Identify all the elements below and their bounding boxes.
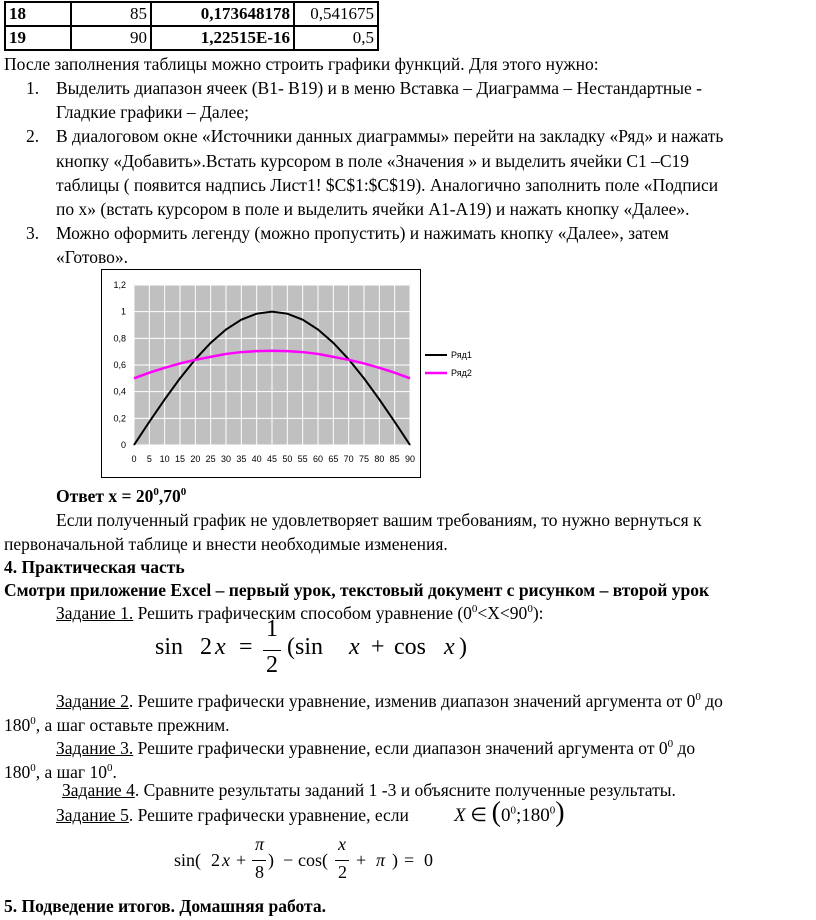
fraction-bar	[263, 650, 281, 651]
formula-num: 1	[266, 616, 278, 642]
formula-den: 2	[266, 652, 278, 678]
task-label: Задание 5	[56, 805, 129, 825]
section-4-heading: 4. Практическая часть	[4, 557, 185, 577]
x-tick-label: 35	[236, 454, 247, 464]
x-tick-label: 70	[343, 454, 354, 464]
x-tick-label: 15	[174, 454, 186, 464]
formula-var: x	[222, 850, 230, 870]
superscript: 0	[667, 738, 674, 751]
superscript: 0	[30, 715, 36, 728]
formula-paren: )	[268, 850, 274, 870]
fraction-bar	[335, 860, 349, 861]
formula-var: x	[215, 634, 226, 660]
answer-sup: 0	[153, 486, 159, 499]
formula-paren: )	[392, 850, 398, 870]
task-text: до	[673, 738, 696, 758]
x-tick-label: 20	[190, 454, 201, 464]
y-tick-label: 0,4	[113, 386, 126, 397]
formula-minus: −	[283, 850, 294, 870]
superscript: 0	[471, 603, 478, 616]
chart-svg	[102, 270, 472, 477]
table-cell: 1,22515E-16	[151, 26, 294, 50]
task-5	[56, 805, 409, 826]
formula-paren: (	[491, 797, 501, 828]
table-cell: 85	[71, 2, 151, 26]
formula-pi: π	[376, 850, 386, 870]
table-row	[5, 26, 378, 50]
task-2-line-2	[4, 715, 230, 736]
formula-den: 2	[338, 862, 347, 882]
formula-plus: +	[356, 850, 367, 870]
task-3	[56, 738, 695, 759]
answer-label: Ответ x = 20	[56, 486, 154, 506]
chart	[101, 269, 472, 478]
step-line: таблицы ( появится надпись Лист1! $C$1:$C$19). Аналогично заполнить поле «Подписи	[56, 175, 719, 195]
y-tick-label: 0,6	[113, 360, 126, 370]
x-tick-label: 45	[266, 454, 278, 464]
formula-text: ;180	[516, 805, 550, 826]
formula-var: X	[454, 805, 466, 826]
task-text: до	[700, 691, 723, 711]
legend-label: Ряд2	[451, 368, 472, 378]
formula-sin: sin(	[174, 850, 201, 870]
task-text: . Сравните результаты заданий 1 -3 и объясните полученные результаты.	[134, 780, 676, 800]
task-label: Задание 1.	[56, 603, 134, 623]
table-row	[5, 2, 378, 26]
formula-digit: 2	[200, 634, 212, 660]
y-tick-label: 1	[120, 306, 126, 317]
step-line: В диалоговом окне «Источники данных диаграммы» перейти на закладку «Ряд» и нажать	[56, 126, 724, 146]
task-text: . Решите графически уравнение, изменив диапазон значений аргумента от 0	[128, 691, 696, 711]
table-cell: 19	[5, 26, 71, 50]
step-line: Можно оформить легенду (можно пропустить) и нажимать кнопку «Далее», затем	[56, 223, 669, 243]
task-label: Задание 4	[62, 780, 135, 800]
step-line: по х» (встать курсором в поле и выделить ячейки А1-А19) и нажать кнопку «Далее».	[56, 199, 690, 219]
x-tick-label: 50	[282, 454, 293, 464]
formula-in: ∈	[470, 805, 487, 826]
task-2	[56, 691, 723, 712]
step-line: Выделить диапазон ячеек (В1- В19) и в меню Вставка – Диаграмма – Нестандартные -	[56, 78, 702, 98]
x-tick-label: 85	[389, 454, 400, 464]
formula-paren: )	[459, 634, 467, 660]
section-5-heading: 5. Подведение итогов. Домашняя работа.	[4, 896, 326, 916]
table-cell: 0,541675	[294, 2, 378, 26]
step-number: 1.	[26, 78, 40, 98]
formula-plus: +	[236, 850, 247, 870]
formula-pi: π	[255, 834, 265, 854]
x-tick-label: 90	[404, 454, 416, 464]
see-excel-note: Смотри приложение Excel – первый урок, текстовый документ с рисунком – второй урок	[4, 580, 710, 600]
task-text: Решите графически уравнение, если диапазон значений аргумента от 0	[133, 738, 668, 758]
data-table	[4, 1, 379, 51]
task-text: ):	[532, 603, 544, 623]
formula-var: x	[349, 634, 360, 660]
x-tick-label: 25	[205, 454, 216, 464]
superscript: 0	[695, 691, 701, 704]
task-text: 180	[4, 715, 31, 735]
formula-digit: 2	[211, 850, 220, 870]
formula-1	[0, 616, 816, 680]
answer-mid: ,70	[158, 486, 181, 506]
step-line: кнопку «Добавить».Встать курсором в поле «Значения » и выделить ячейки С1 –С19	[56, 151, 690, 171]
x-tick-label: 65	[328, 454, 339, 464]
step-number: 3.	[26, 223, 40, 243]
task-text: 180	[4, 762, 31, 782]
task-4	[62, 780, 676, 801]
task-text: .	[112, 762, 117, 782]
formula-var: x	[444, 634, 455, 660]
task-text: , а шаг оставьте прежним.	[35, 715, 230, 735]
step-line: Гладкие графики – Далее;	[56, 102, 249, 122]
formula-sin: (sin	[287, 634, 323, 660]
formula-digit: 0	[424, 850, 433, 870]
y-tick-label: 0,8	[113, 333, 126, 344]
superscript: 0	[106, 762, 113, 775]
superscript: 0	[510, 804, 516, 817]
x-tick-label: 55	[297, 454, 308, 464]
task-5-domain	[454, 797, 565, 829]
task-label: Задание 2	[56, 691, 129, 711]
x-tick-label: 10	[159, 454, 170, 464]
superscript: 0	[30, 762, 36, 775]
table-cell: 18	[5, 2, 71, 26]
step-line: «Готово».	[56, 247, 129, 267]
formula-var: x	[338, 834, 346, 854]
superscript: 0	[549, 804, 556, 817]
y-tick-label: 1,2	[113, 280, 126, 290]
y-tick-label: 0	[120, 440, 126, 450]
formula-cos: cos(	[298, 850, 328, 870]
y-tick-label: 0,2	[113, 413, 126, 424]
intro-text: После заполнения таблицы можно строить графики функций. Для этого нужно:	[4, 54, 599, 74]
formula-den: 8	[255, 862, 264, 882]
fraction-bar	[252, 860, 266, 861]
superscript: 0	[527, 603, 533, 616]
formula-eq: =	[239, 634, 253, 660]
formula-plus: +	[371, 634, 385, 660]
x-tick-label: 0	[131, 454, 137, 464]
x-tick-label: 40	[251, 454, 262, 464]
answer-sup: 0	[180, 486, 187, 499]
table-cell: 0,5	[294, 26, 378, 50]
formula-sin: sin	[155, 634, 184, 660]
task-label: Задание 3.	[56, 738, 134, 758]
x-tick-label: 5	[146, 454, 152, 464]
task-text: Решить графическим способом уравнение (0	[133, 603, 472, 623]
legend-label: Ряд1	[451, 350, 472, 360]
after-chart-line: Если полученный график не удовлетворяет вашим требованиям, то нужно вернуться к	[56, 510, 702, 530]
after-chart-line: первоначальной таблице и внести необходимые изменения.	[4, 534, 448, 554]
formula-cos: cos	[394, 634, 426, 660]
answer	[56, 486, 186, 507]
formula-2	[0, 834, 816, 888]
formula-paren: )	[555, 797, 565, 828]
x-tick-label: 75	[358, 454, 370, 464]
formula-eq: =	[404, 850, 415, 870]
x-tick-label: 60	[312, 454, 324, 464]
table-cell: 0,173648178	[151, 2, 294, 26]
x-tick-label: 30	[220, 454, 232, 464]
table-cell: 90	[71, 26, 151, 50]
task-text: , а шаг 10	[35, 762, 107, 782]
task-text: <X<90	[477, 603, 528, 623]
x-tick-label: 80	[374, 454, 385, 464]
task-text: . Решите графически уравнение, если	[128, 805, 409, 825]
step-number: 2.	[26, 126, 40, 146]
formula-digit: 0	[501, 805, 511, 826]
